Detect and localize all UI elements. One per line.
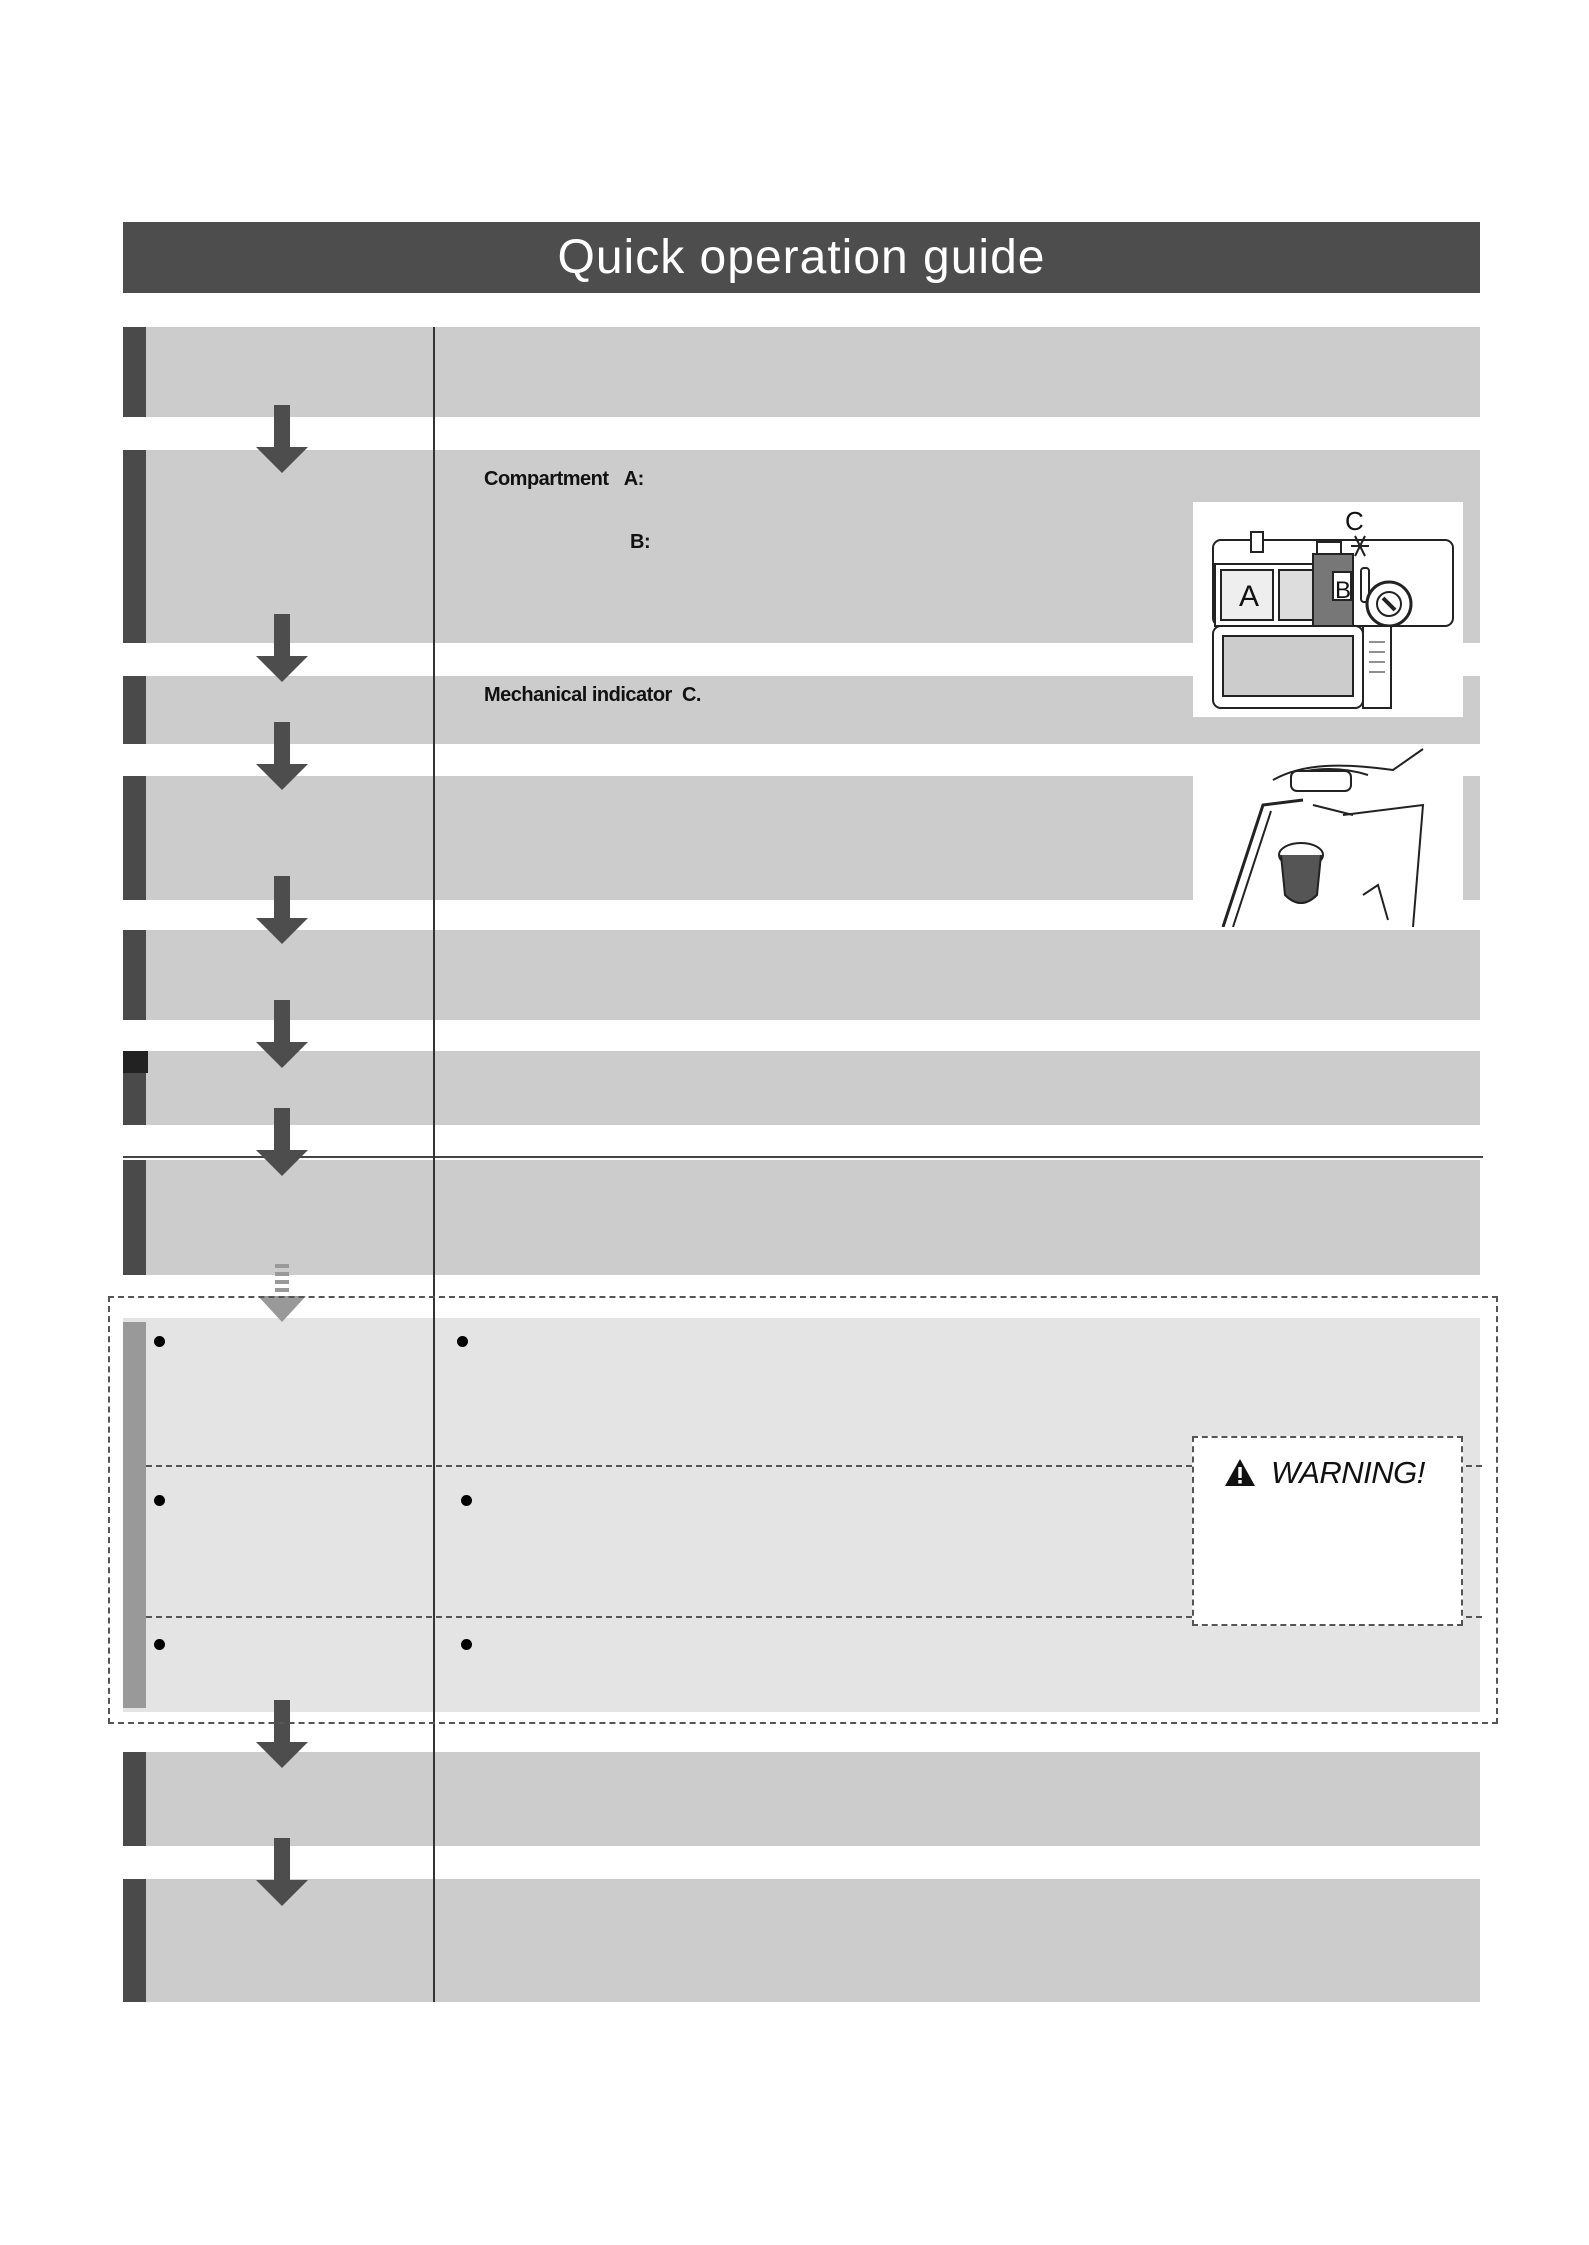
indicator-c-label: C. (681, 684, 701, 706)
sidebar-accent-8 (123, 1752, 146, 1846)
arrow-down-icon (254, 722, 310, 792)
sidebar-accent-3 (123, 676, 146, 744)
compartment-label: Compartment A: (484, 468, 644, 490)
callout-b-text: B (1335, 577, 1352, 604)
bullet-icon (461, 1495, 472, 1506)
callout-a-text: A (1239, 580, 1260, 613)
step-row-9 (123, 1879, 1480, 2002)
filling-drawing (1193, 745, 1463, 927)
sidebar-accent-9 (123, 1879, 146, 2002)
callout-c-text: C (1345, 506, 1364, 536)
column-separator (433, 327, 435, 2002)
arrow-down-icon (254, 614, 310, 684)
arrow-down-icon (254, 876, 310, 946)
bullet-icon (154, 1336, 165, 1347)
sidebar-accent-5 (123, 930, 146, 1020)
page-title (123, 222, 1480, 293)
compartment-b-label: B: (630, 531, 651, 553)
bullet-icon (154, 1495, 165, 1506)
row-divider-line (123, 1156, 1483, 1158)
bullet-icon (461, 1639, 472, 1650)
filling-illustration (1193, 745, 1463, 927)
step-row-7 (123, 1160, 1480, 1275)
step-row-1 (123, 327, 1480, 417)
mechanical-indicator-label: Mechanical indicator C. (484, 684, 701, 706)
step-row-6 (123, 1051, 1480, 1125)
step-row-4-tail (1462, 776, 1480, 900)
arrow-down-icon (254, 1108, 310, 1178)
arrow-down-icon (254, 1838, 310, 1908)
step-row-8 (123, 1752, 1480, 1846)
bullet-icon (457, 1336, 468, 1347)
sidebar-accent-6-tab (123, 1051, 148, 1073)
dispenser-drawing (1193, 502, 1463, 717)
arrow-down-icon (254, 405, 310, 475)
sidebar-accent-2 (123, 450, 146, 643)
sidebar-accent-4 (123, 776, 146, 900)
warning-triangle-icon (1224, 1458, 1256, 1487)
sidebar-accent-7 (123, 1160, 146, 1275)
dispenser-illustration (1193, 502, 1463, 717)
step-row-5 (123, 930, 1480, 1020)
bullet-icon (154, 1639, 165, 1650)
warning-title: WARNING! (1271, 1455, 1425, 1490)
sidebar-accent-1 (123, 327, 146, 417)
compartment-a-label: A: (623, 468, 644, 490)
arrow-down-icon (254, 1000, 310, 1070)
page-title-text: Quick operation guide (557, 231, 1046, 284)
